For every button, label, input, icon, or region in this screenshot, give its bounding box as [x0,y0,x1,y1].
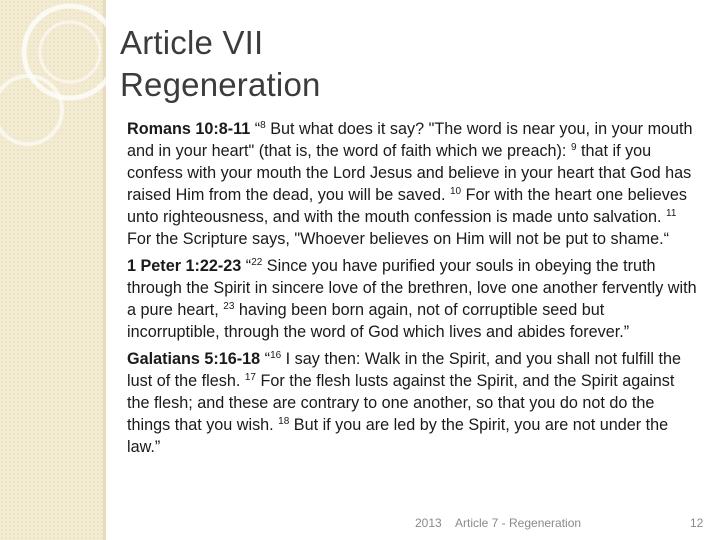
passage-text: But what does it say? "The word is near you, in your mouth and in your heart" (that is, the word of faith which we preach): [127,120,693,160]
passage-text: Since you have purified your souls in obeying the truth through the Spirit in sincere love of the brethren, love one another fervently with a pure heart, [127,257,697,319]
passage-text: “ [250,120,261,138]
verse-number: 9 [570,142,577,153]
passage-text: For the flesh lusts against the Spirit, and the Spirit against the flesh; and these are contrary to one another, so that you do not do the things that you wish. [127,372,675,434]
verse-number: 23 [223,301,235,312]
passage-text: I say then: Walk in the Spirit, and you shall not fulfill the lust of the flesh. [127,350,681,390]
footer-year: 2013 [415,516,442,530]
passage-text: “ [241,257,252,275]
side-band-edge [103,0,106,540]
slide-title-line-1: Article VII [120,24,264,61]
passage-text: For the Scripture says, "Whoever believes on Him will not be put to shame.“ [127,230,669,248]
verse-number: 11 [666,208,677,219]
decorative-side-band [0,0,106,540]
passage-text: “ [260,350,271,368]
passage-reference: 1 Peter 1:22-23 [127,257,242,275]
verse-number: 8 [260,120,266,131]
passage-reference: Galatians 5:16-18 [127,350,261,368]
slide-title [120,22,321,106]
scripture-passages [127,118,699,463]
passage-reference: Romans 10:8-11 [127,120,251,138]
passage-text: that if you confess with your mouth the Lord Jesus and believe in your heart that God has raised Him from the dead, you will be saved. [127,142,692,204]
passage-text: having been born again, not of corruptible seed but incorruptible, through the word of God which lives and abides forever.” [127,301,630,341]
passage-text: But if you are led by the Spirit, you are not under the law.” [127,416,669,456]
footer-page-number: 12 [690,516,704,530]
passage-text: For with the heart one believes unto righteousness, and with the mouth confession is made unto salvation. [127,186,687,226]
scripture-passage [127,348,699,458]
verse-number: 22 [251,257,263,268]
slide-title-line-2: Regeneration [120,66,321,103]
scripture-passage [127,118,699,250]
verse-number: 16 [270,350,282,361]
verse-number: 17 [244,372,256,383]
scripture-passage [127,255,699,343]
footer-title: Article 7 - Regeneration [455,516,582,530]
verse-number: 18 [278,416,290,427]
verse-number: 10 [450,186,462,197]
